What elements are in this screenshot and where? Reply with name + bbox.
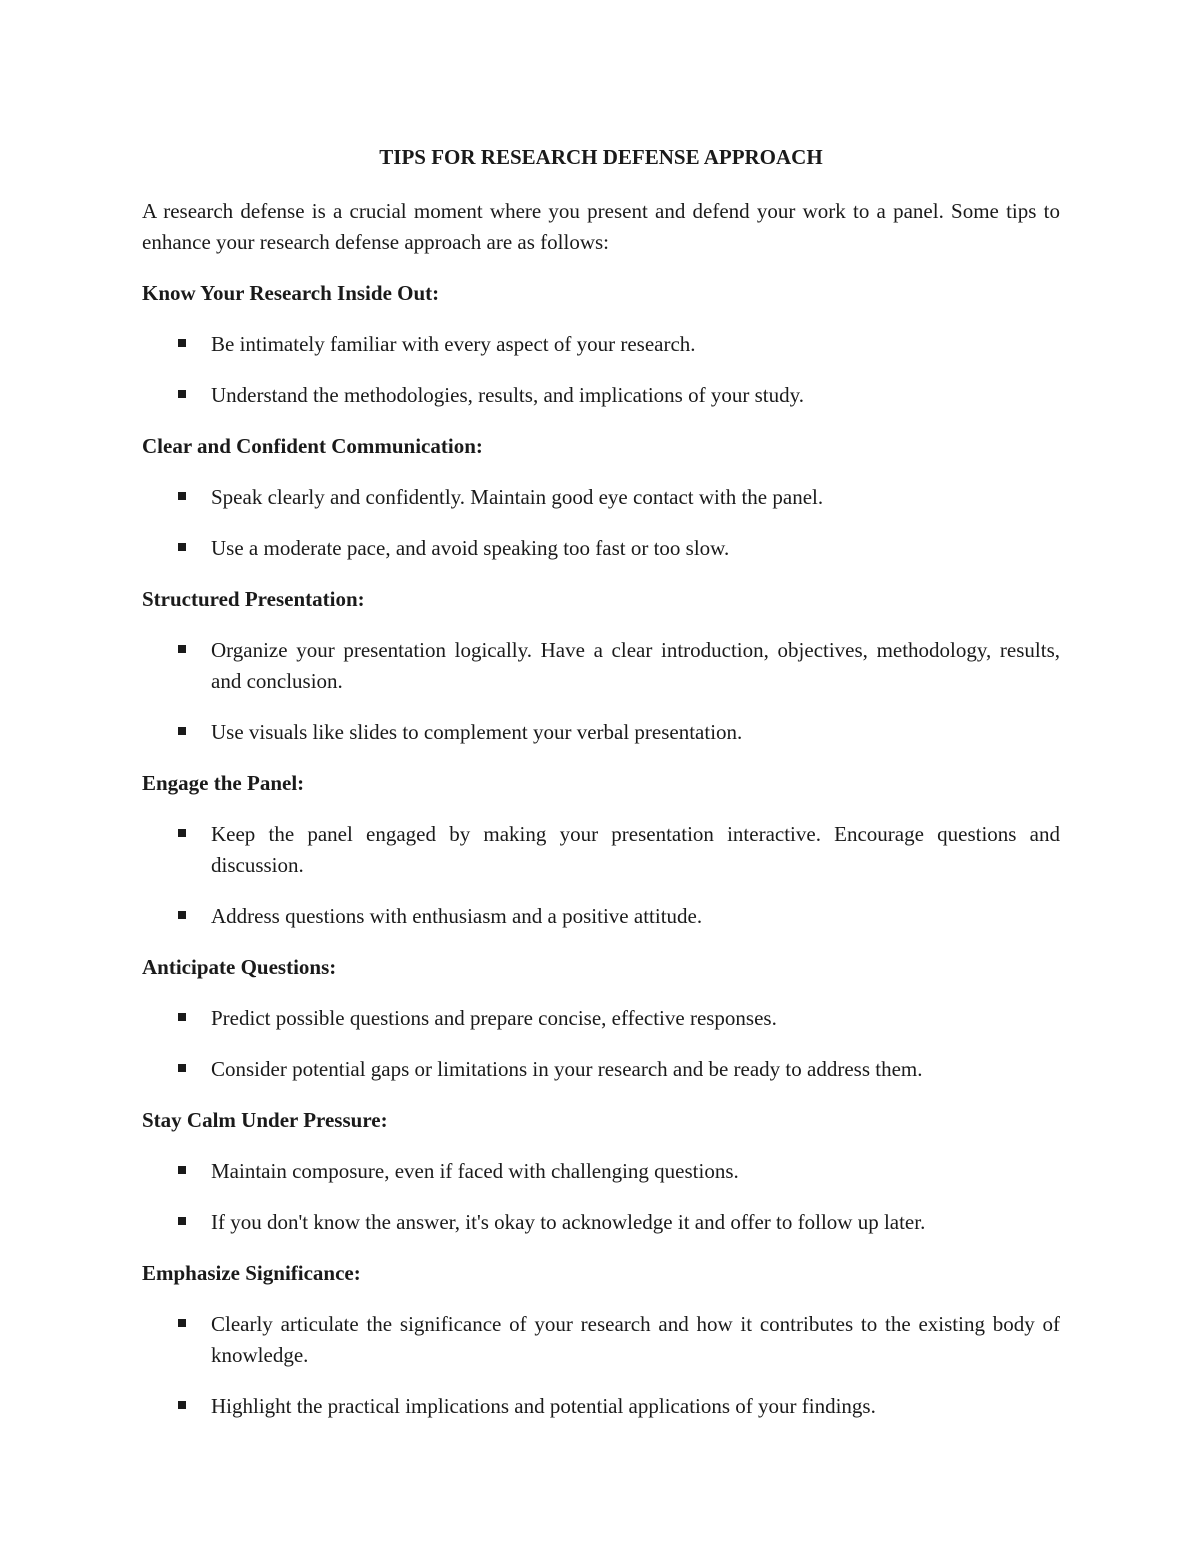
square-bullet-icon — [178, 727, 186, 735]
section-heading: Anticipate Questions: — [142, 955, 337, 979]
list-item — [142, 1003, 1060, 1034]
square-bullet-icon — [178, 543, 186, 551]
square-bullet-icon — [178, 390, 186, 398]
list-item-text: Predict possible questions and prepare concise, effective responses. — [211, 1006, 777, 1030]
section-heading: Clear and Confident Communication: — [142, 434, 483, 458]
bullet-list — [142, 1003, 1060, 1085]
square-bullet-icon — [178, 1217, 186, 1225]
square-bullet-icon — [178, 1166, 186, 1174]
section — [142, 1258, 1060, 1422]
list-item-text: Be intimately familiar with every aspect of your research. — [211, 332, 696, 356]
list-item-text: Use a moderate pace, and avoid speaking too fast or too slow. — [211, 536, 730, 560]
list-item — [142, 635, 1060, 697]
list-item-text: Organize your presentation logically. Have a clear introduction, objectives, methodology, results, and conclusion. — [211, 638, 1060, 693]
bullet-list — [142, 635, 1060, 748]
bullet-list — [142, 819, 1060, 932]
list-item-text: Highlight the practical implications and potential applications of your findings. — [211, 1394, 876, 1418]
section-heading: Engage the Panel: — [142, 771, 305, 795]
section-heading: Emphasize Significance: — [142, 1261, 361, 1285]
square-bullet-icon — [178, 645, 186, 653]
list-item — [142, 1309, 1060, 1371]
list-item — [142, 717, 1060, 748]
section-heading: Stay Calm Under Pressure: — [142, 1108, 388, 1132]
document-title: TIPS FOR RESEARCH DEFENSE APPROACH — [379, 145, 823, 169]
square-bullet-icon — [178, 829, 186, 837]
list-item-text: If you don't know the answer, it's okay to acknowledge it and offer to follow up later. — [211, 1210, 926, 1234]
sections-container — [142, 278, 1060, 1422]
list-item-text: Clearly articulate the significance of your research and how it contributes to the existing body of knowledge. — [211, 1312, 1060, 1367]
square-bullet-icon — [178, 339, 186, 347]
section — [142, 768, 1060, 932]
section-heading: Structured Presentation: — [142, 587, 365, 611]
list-item-text: Keep the panel engaged by making your presentation interactive. Encourage questions and discussion. — [211, 822, 1060, 877]
square-bullet-icon — [178, 1013, 186, 1021]
intro-paragraph: A research defense is a crucial moment where you present and defend your work to a panel. Some tips to enhance your research defense approach are as follows: — [142, 199, 1060, 254]
list-item — [142, 1207, 1060, 1238]
list-item — [142, 482, 1060, 513]
section — [142, 278, 1060, 411]
square-bullet-icon — [178, 911, 186, 919]
bullet-list — [142, 1309, 1060, 1422]
document-page — [142, 142, 1060, 1422]
square-bullet-icon — [178, 492, 186, 500]
bullet-list — [142, 482, 1060, 564]
list-item-text: Use visuals like slides to complement your verbal presentation. — [211, 720, 743, 744]
list-item — [142, 329, 1060, 360]
list-item-text: Speak clearly and confidently. Maintain good eye contact with the panel. — [211, 485, 824, 509]
list-item-text: Maintain composure, even if faced with challenging questions. — [211, 1159, 739, 1183]
list-item — [142, 1054, 1060, 1085]
square-bullet-icon — [178, 1401, 186, 1409]
list-item — [142, 901, 1060, 932]
square-bullet-icon — [178, 1064, 186, 1072]
bullet-list — [142, 329, 1060, 411]
section — [142, 584, 1060, 748]
list-item — [142, 533, 1060, 564]
square-bullet-icon — [178, 1319, 186, 1327]
list-item — [142, 819, 1060, 881]
section — [142, 1105, 1060, 1238]
list-item-text: Consider potential gaps or limitations in your research and be ready to address them. — [211, 1057, 923, 1081]
list-item-text: Understand the methodologies, results, and implications of your study. — [211, 383, 804, 407]
list-item — [142, 380, 1060, 411]
list-item-text: Address questions with enthusiasm and a positive attitude. — [211, 904, 703, 928]
list-item — [142, 1156, 1060, 1187]
bullet-list — [142, 1156, 1060, 1238]
section-heading: Know Your Research Inside Out: — [142, 281, 440, 305]
list-item — [142, 1391, 1060, 1422]
section — [142, 952, 1060, 1085]
section — [142, 431, 1060, 564]
